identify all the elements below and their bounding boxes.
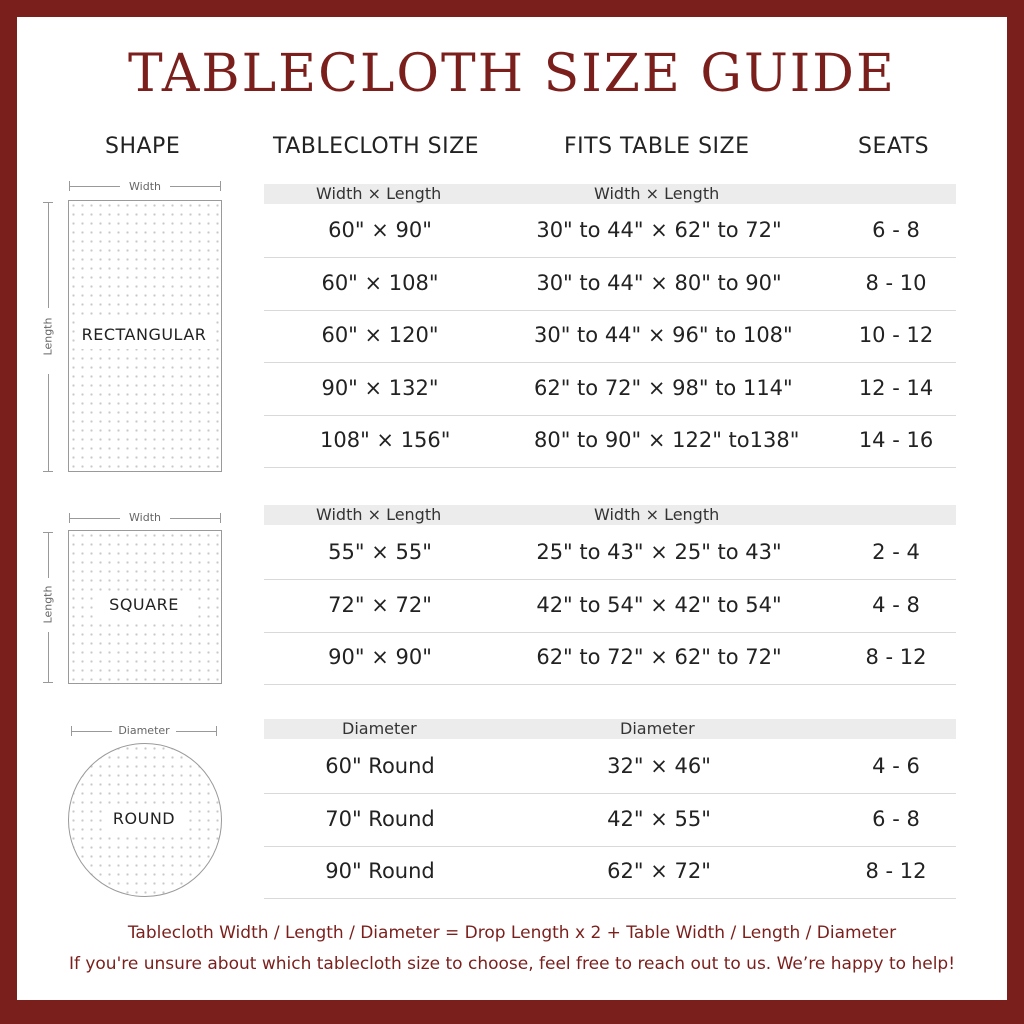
cloth-size-cell: 70" Round	[325, 807, 435, 831]
seats-cell: 8 - 12	[865, 645, 927, 669]
seats-cell: 6 - 8	[872, 218, 920, 242]
length-dimension-label: Length	[41, 317, 55, 356]
help-note: If you're unsure about which tablecloth size to choose, feel free to reach out to us. We’re happy to help!	[68, 954, 956, 974]
table-size-cell: 30" to 44" × 80" to 90"	[536, 271, 782, 295]
table-row	[264, 631, 956, 685]
table-size-cell: 62" to 72" × 62" to 72"	[536, 645, 782, 669]
width-dimension-label: Width	[129, 511, 161, 524]
subheader-cloth: Diameter	[342, 719, 417, 738]
subheader-cloth: Width × Length	[316, 505, 442, 524]
subheader-table: Width × Length	[594, 505, 720, 524]
rectangular-shape-label: RECTANGULAR	[78, 321, 210, 349]
table-row	[264, 204, 956, 258]
table-size-cell: 62" × 72"	[607, 859, 711, 883]
cloth-size-cell: 60" × 90"	[328, 218, 432, 242]
cloth-size-cell: 90" × 90"	[328, 645, 432, 669]
table-row	[264, 257, 956, 311]
subheader-table: Diameter	[620, 719, 695, 738]
header-fits-table-size: FITS TABLE SIZE	[564, 134, 750, 159]
cloth-size-cell: 60" × 108"	[321, 271, 439, 295]
table-row	[264, 740, 956, 794]
square-shape-label: SQUARE	[95, 591, 193, 619]
table-size-cell: 80" to 90" × 122" to138"	[534, 428, 800, 452]
cloth-size-cell: 108" × 156"	[320, 428, 451, 452]
header-shape: SHAPE	[105, 134, 181, 159]
cloth-size-cell: 60" Round	[325, 754, 435, 778]
table-size-cell: 62" to 72" × 98" to 114"	[534, 376, 793, 400]
table-row	[264, 309, 956, 363]
round-shape-label: ROUND	[104, 805, 184, 833]
length-dimension-label: Length	[41, 585, 55, 624]
table-row	[264, 414, 956, 468]
subheader-cloth: Width × Length	[316, 184, 442, 203]
table-row	[264, 793, 956, 847]
seats-cell: 10 - 12	[858, 323, 934, 347]
cloth-size-cell: 90" × 132"	[321, 376, 439, 400]
table-subheader	[264, 184, 956, 204]
cloth-size-cell: 90" Round	[325, 859, 435, 883]
table-size-cell: 30" to 44" × 62" to 72"	[536, 218, 782, 242]
seats-cell: 4 - 8	[872, 593, 920, 617]
table-subheader	[264, 505, 956, 525]
subheader-table: Width × Length	[594, 184, 720, 203]
header-seats: SEATS	[858, 134, 930, 159]
table-subheader	[264, 719, 956, 739]
table-row	[264, 845, 956, 899]
cloth-size-cell: 60" × 120"	[321, 323, 439, 347]
table-row	[264, 362, 956, 416]
diameter-dimension-label: Diameter	[118, 724, 170, 737]
seats-cell: 8 - 10	[865, 271, 927, 295]
table-row	[264, 579, 956, 633]
seats-cell: 2 - 4	[872, 540, 920, 564]
table-size-cell: 32" × 46"	[607, 754, 711, 778]
seats-cell: 8 - 12	[865, 859, 927, 883]
header-tablecloth-size: TABLECLOTH SIZE	[273, 134, 480, 159]
table-row	[264, 526, 956, 580]
seats-cell: 12 - 14	[858, 376, 934, 400]
seats-cell: 14 - 16	[858, 428, 934, 452]
table-size-cell: 42" to 54" × 42" to 54"	[536, 593, 782, 617]
cloth-size-cell: 55" × 55"	[328, 540, 432, 564]
seats-cell: 4 - 6	[872, 754, 920, 778]
table-size-cell: 25" to 43" × 25" to 43"	[536, 540, 782, 564]
table-size-cell: 30" to 44" × 96" to 108"	[534, 323, 793, 347]
cloth-size-cell: 72" × 72"	[328, 593, 432, 617]
width-dimension-label: Width	[129, 180, 161, 193]
table-size-cell: 42" × 55"	[607, 807, 711, 831]
seats-cell: 6 - 8	[872, 807, 920, 831]
page-title: TABLECLOTH SIZE GUIDE	[128, 44, 896, 104]
size-formula-note: Tablecloth Width / Length / Diameter = Drop Length x 2 + Table Width / Length / Diameter	[127, 923, 897, 943]
